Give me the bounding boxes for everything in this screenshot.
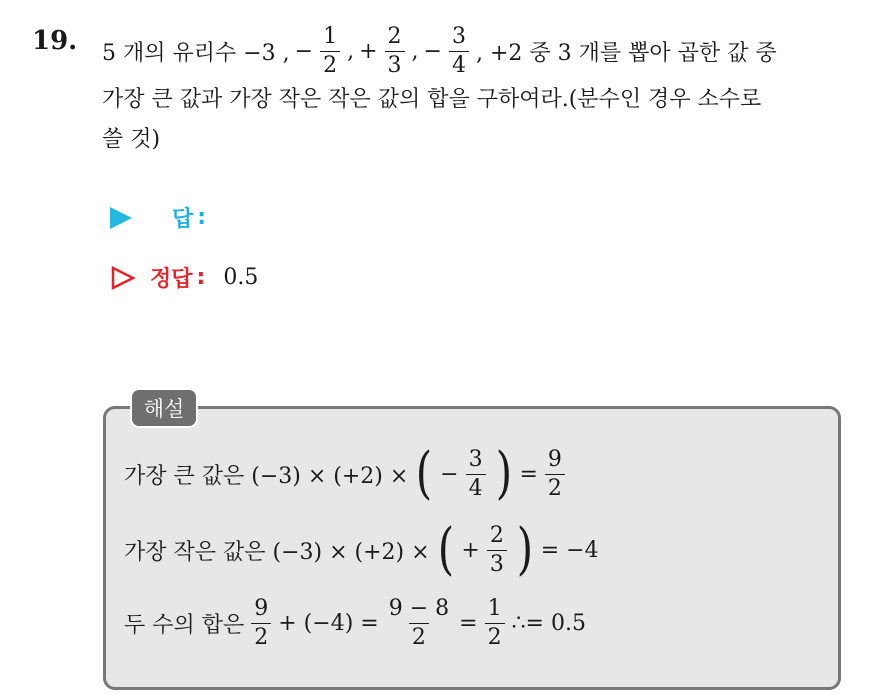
solution-text: 가장 큰 값은 (−3) × (+2) × (124, 463, 409, 489)
right-paren: ) (516, 517, 533, 582)
fraction (487, 522, 507, 577)
denominator: 2 (485, 623, 505, 649)
question-intro: 5 개의 유리수 −3 , (102, 40, 290, 66)
answer-row (110, 202, 224, 233)
solution-text: + (−4) = (278, 611, 379, 636)
denominator: 2 (409, 623, 429, 649)
denominator: 2 (320, 51, 340, 77)
fraction-neg-three-quarters (449, 23, 469, 78)
numerator: 9 (547, 446, 562, 472)
denominator: 4 (466, 474, 486, 500)
correct-answer-label: 정답 (150, 267, 193, 292)
equals-sign: = (519, 461, 538, 487)
fraction (466, 446, 486, 501)
separator: , (347, 38, 355, 64)
numerator: 9 − 8 (388, 596, 450, 621)
solution-line-3 (124, 598, 586, 649)
denominator: 3 (385, 51, 405, 77)
question-number: 19. (32, 26, 78, 56)
denominator: 3 (487, 550, 507, 576)
fraction-sign: − (440, 461, 459, 487)
question-line-2: 가장 큰 값과 가장 작은 작은 값의 합을 구하여라.(분수인 경우 소수로 (102, 87, 762, 112)
fraction (386, 598, 452, 649)
solution-result: ∴= 0.5 (511, 611, 586, 636)
numerator: 2 (387, 23, 402, 49)
fraction (485, 598, 505, 649)
play-outline-icon (110, 265, 136, 291)
fraction-result (545, 446, 565, 501)
question-line-3: 쓸 것) (102, 127, 161, 152)
question-text (102, 22, 872, 160)
play-filled-icon (110, 207, 132, 229)
numerator: 2 (489, 522, 504, 548)
fraction-sign: + (359, 38, 378, 64)
fraction-sign: − (423, 38, 442, 64)
answer-label: 답 (172, 207, 194, 232)
denominator: 2 (545, 474, 565, 500)
question-line-1 (102, 22, 872, 80)
solution-line-2 (124, 517, 599, 582)
solution-line-1 (124, 441, 567, 506)
equals-sign: = (459, 611, 478, 636)
fraction-pos-two-thirds (385, 23, 405, 78)
fraction-sign: + (461, 537, 480, 563)
correct-answer-value: 0.5 (223, 265, 259, 290)
numerator: 9 (254, 596, 269, 621)
right-paren: ) (495, 441, 512, 506)
answer-colon: : (197, 205, 207, 230)
correct-answer-colon: : (196, 265, 206, 290)
fraction (251, 598, 271, 649)
numerator: 3 (451, 23, 466, 49)
numerator: 1 (323, 23, 338, 49)
solution-text: 두 수의 합은 (124, 613, 245, 638)
numerator: 3 (468, 446, 483, 472)
separator: , (411, 38, 419, 64)
fraction-neg-one-half (320, 23, 340, 78)
solution-text: 가장 작은 값은 (−3) × (+2) × (124, 539, 430, 565)
denominator: 2 (251, 623, 271, 649)
denominator: 4 (449, 51, 469, 77)
left-paren: ( (416, 441, 433, 506)
numerator: 1 (487, 596, 502, 621)
solution-tab: 해설 (130, 388, 198, 428)
solution-result: = −4 (540, 537, 599, 563)
correct-answer-row (110, 262, 258, 293)
fraction-sign: − (294, 38, 314, 64)
question-outro: , +2 중 3 개를 뽑아 곱한 값 중 (475, 40, 777, 66)
left-paren: ( (437, 517, 454, 582)
